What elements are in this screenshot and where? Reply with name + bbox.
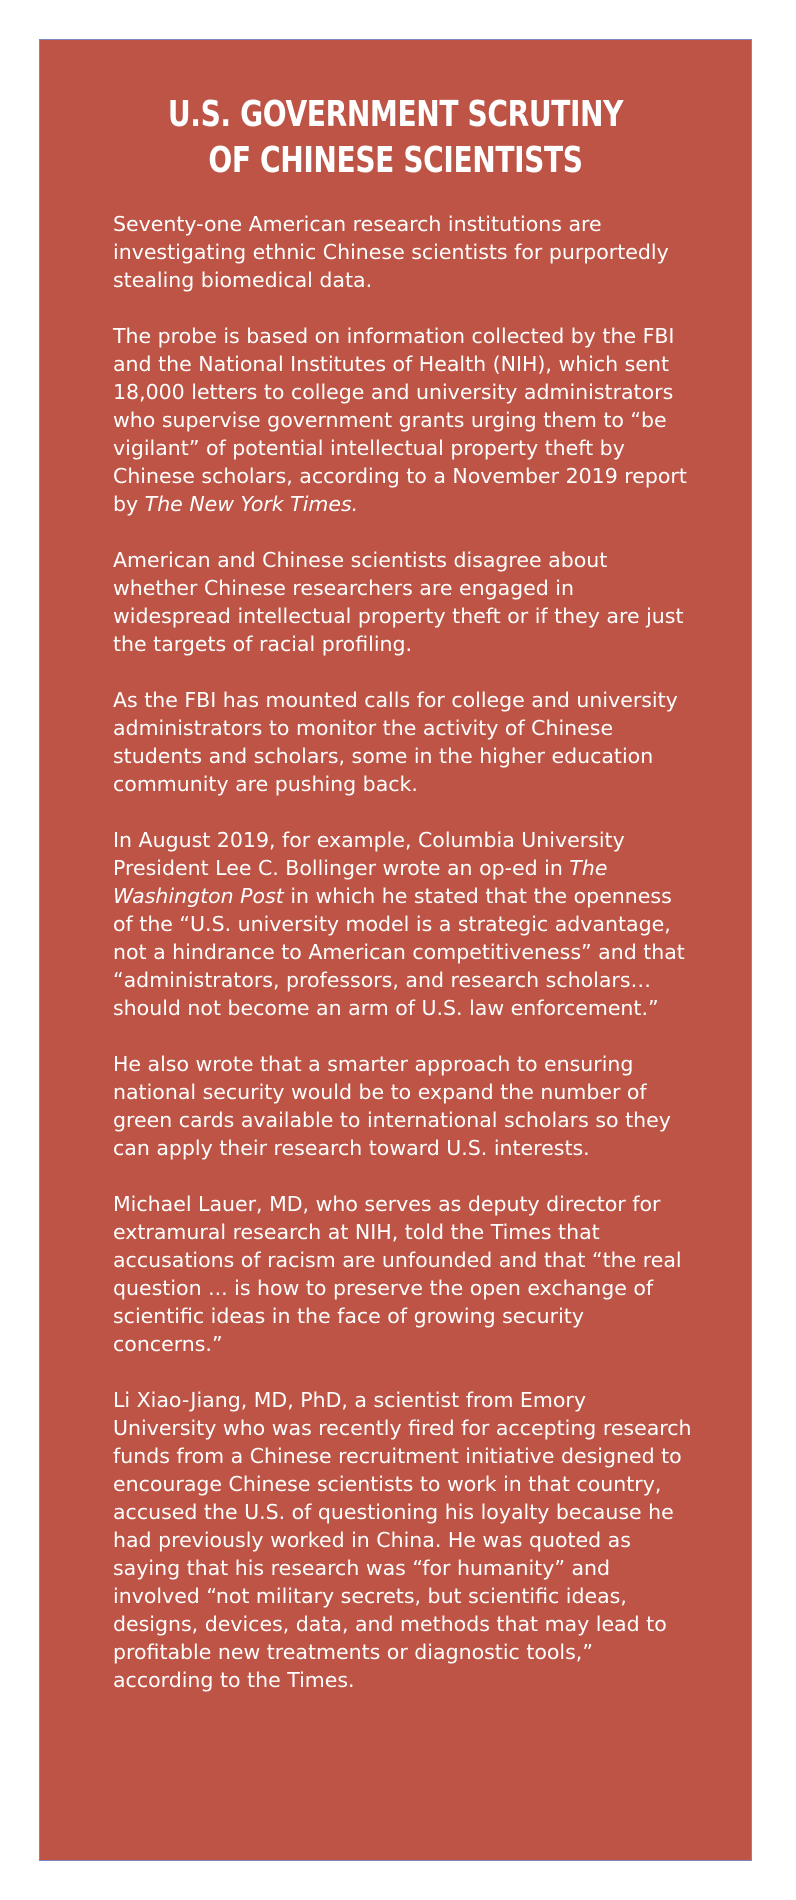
paragraph-8: Li Xiao-Jiang, MD, PhD, a scientist from Emory University who was recently fired for accepting research funds from a Chinese recruitment initiative designed to encourage Chinese scientists to work in that country, accused the U.S. of questioning his loyalty because he had previously worked in China. He was quoted as saying that his research was “for humanity” and involved “not military secrets, but scientific ideas, designs, devices, data, and methods that may lead to profitable new treatments or diagnostic tools,” according to the Times.	[113, 1388, 692, 1692]
panel-title	[118, 92, 673, 184]
paragraph-3: American and Chinese scientists disagree about whether Chinese researchers are engaged in widespread intellectual property theft or if they are just the targets of racial profiling.	[113, 548, 684, 656]
paragraph-2	[113, 322, 693, 518]
paragraph-1: Seventy-one American research institutions are investigating ethnic Chinese scientists for purportedly stealing biomedical data.	[113, 212, 669, 292]
sidebar-panel	[39, 39, 752, 1861]
panel-title-line-1: U.S. GOVERNMENT SCRUTINY	[167, 94, 624, 135]
paragraph-7: Michael Lauer, MD, who serves as deputy director for extramural research at NIH, told the Times that accusations of racism are unfounded and that “the real question ... is how to preserve the open exchange of scientific ideas in the face of growing security concerns.”	[113, 1192, 682, 1356]
paragraph-5	[113, 826, 693, 1022]
paragraph-5-text-start: In August 2019, for example, Columbia University President Lee C. Bollinger wrote an op-ed in	[113, 828, 625, 880]
paragraph-2-text: The probe is based on information collected by the FBI and the National Institutes of Health (NIH), which sent 18,000 letters to college and university administrators who supervise government grants urging them to “be vigilant” of potential intellectual property theft by Chinese scholars, according to a November 2019 report by	[113, 324, 687, 516]
paragraph-4: As the FBI has mounted calls for college and university administrators to monitor the activity of Chinese students and scholars, some in the higher education community are pushing back.	[113, 688, 678, 796]
paragraph-6: He also wrote that a smarter approach to ensuring national security would be to expand the number of green cards available to international scholars so they can apply their research toward U.S. interests.	[113, 1052, 671, 1160]
panel-title-line-2: OF CHINESE SCIENTISTS	[208, 140, 583, 181]
paragraph-5-publication: The Washington Post	[113, 856, 608, 908]
paragraph-5-text-end: in which he stated that the openness of the “U.S. university model is a strategic advantage, not a hindrance to American competitiveness” and that “administrators, professors, and research scholars… should not become an arm of U.S. law enforcement.”	[113, 884, 685, 1020]
panel-body	[113, 210, 693, 1722]
paragraph-2-publication: The New York Times.	[144, 492, 359, 516]
